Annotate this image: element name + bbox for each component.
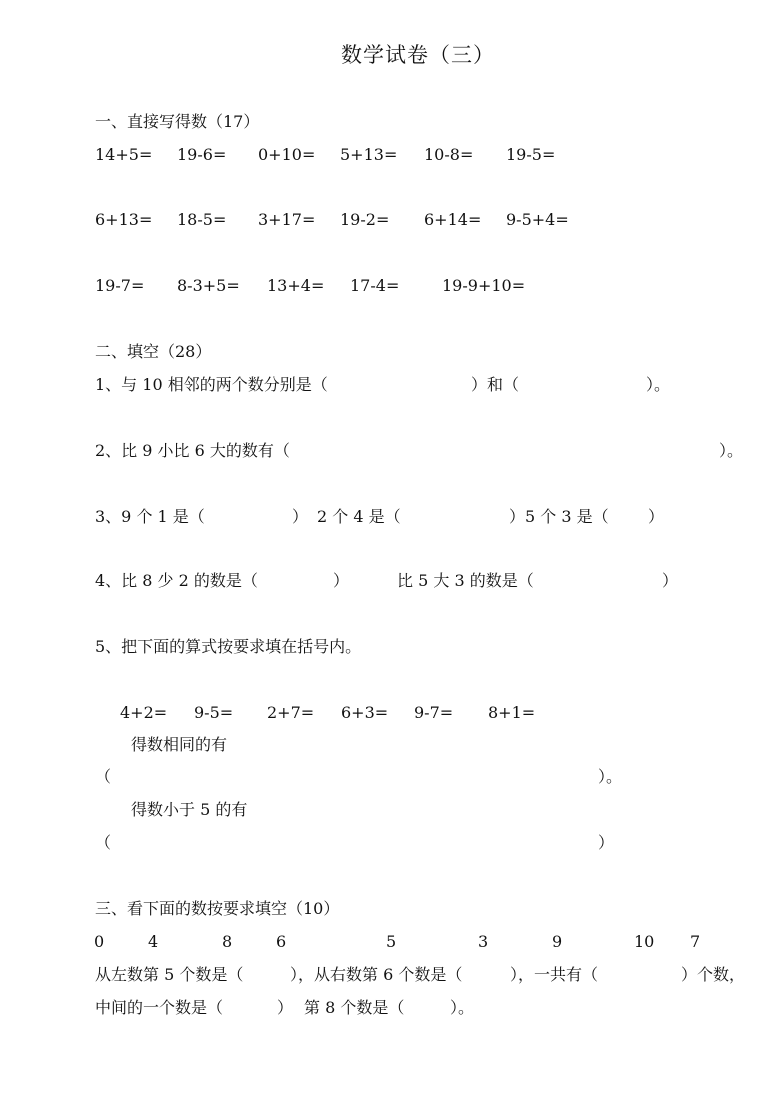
q5-expression: 2+7= xyxy=(267,703,315,722)
q5-same-close: ）。 xyxy=(598,767,623,786)
sequence-number: 0 xyxy=(94,932,105,951)
sequence-number: 10 xyxy=(634,932,655,951)
calc-item: 6+14= xyxy=(424,210,482,229)
sequence-number: 9 xyxy=(552,932,563,951)
calc-item: 0+10= xyxy=(258,145,316,164)
sequence-number: 3 xyxy=(478,932,489,951)
question-2-text: 2、比 9 小比 6 大的数有（ xyxy=(95,441,290,460)
section-3-heading: 三、看下面的数按要求填空（10） xyxy=(95,899,340,918)
question-3-part-2: 2 个 4 是（ xyxy=(317,507,401,526)
page-title: 数学试卷（三） xyxy=(341,43,495,67)
s3-line-2-part-2: ） xyxy=(277,998,294,1017)
sequence-number: 8 xyxy=(222,932,233,951)
calc-item: 19-9+10= xyxy=(442,276,526,295)
calc-item: 6+13= xyxy=(95,210,153,229)
calc-item: 19-7= xyxy=(95,276,145,295)
sequence-number: 5 xyxy=(386,932,397,951)
question-4-part-1: 4、比 8 少 2 的数是（ xyxy=(95,571,258,590)
sequence-number: 6 xyxy=(276,932,287,951)
calc-item: 10-8= xyxy=(424,145,474,164)
question-3-bracket-1: ） xyxy=(292,507,309,526)
s3-line-1-part-2: ），从右数第 6 个数是（ xyxy=(290,965,463,984)
calc-item: 19-5= xyxy=(506,145,556,164)
calc-item: 8-3+5= xyxy=(177,276,240,295)
question-3-part-1: 3、9 个 1 是（ xyxy=(95,507,205,526)
calc-item: 18-5= xyxy=(177,210,227,229)
question-3-bracket-3: ） xyxy=(648,507,665,526)
question-1-text: 1、与 10 相邻的两个数分别是（ xyxy=(95,375,328,394)
s3-line-1-part-3: ），一共有（ xyxy=(510,965,599,984)
q5-expression: 6+3= xyxy=(341,703,389,722)
calc-item: 3+17= xyxy=(258,210,316,229)
q5-less-open: （ xyxy=(95,833,112,852)
q5-expression: 9-7= xyxy=(414,703,454,722)
q5-expression: 8+1= xyxy=(488,703,536,722)
section-1-heading: 一、直接写得数（17） xyxy=(95,112,260,131)
s3-line-1-part-1: 从左数第 5 个数是（ xyxy=(95,965,244,984)
question-4-bracket-1: ） xyxy=(333,571,350,590)
question-4-part-2: 比 5 大 3 的数是（ xyxy=(397,571,534,590)
question-1-bracket: ）和（ xyxy=(471,375,520,394)
question-3-part-3: ）5 个 3 是（ xyxy=(509,507,609,526)
section-2-heading: 二、填空（28） xyxy=(95,342,212,361)
q5-expression: 9-5= xyxy=(194,703,234,722)
sequence-number: 7 xyxy=(690,932,701,951)
calc-item: 19-2= xyxy=(340,210,390,229)
calc-item: 17-4= xyxy=(350,276,400,295)
question-1-bracket-end: ）。 xyxy=(646,375,671,394)
question-5-prompt: 5、把下面的算式按要求填在括号内。 xyxy=(95,637,362,656)
calc-item: 13+4= xyxy=(267,276,325,295)
s3-line-2-part-1: 中间的一个数是（ xyxy=(95,998,224,1017)
calc-item: 14+5= xyxy=(95,145,153,164)
calc-item: 5+13= xyxy=(340,145,398,164)
sequence-number: 4 xyxy=(148,932,159,951)
q5-same-label: 得数相同的有 xyxy=(131,735,228,754)
q5-less-label: 得数小于 5 的有 xyxy=(131,800,248,819)
question-2-bracket-end: ）。 xyxy=(719,441,744,460)
s3-line-2-part-3: 第 8 个数是（ xyxy=(304,998,405,1017)
s3-line-1-part-4: ）个数， xyxy=(681,965,746,984)
q5-less-close: ） xyxy=(598,833,615,852)
q5-expression: 4+2= xyxy=(120,703,168,722)
question-4-bracket-2: ） xyxy=(662,571,679,590)
q5-same-open: （ xyxy=(95,767,112,786)
calc-item: 9-5+4= xyxy=(506,210,569,229)
calc-item: 19-6= xyxy=(177,145,227,164)
s3-line-2-part-4: ）。 xyxy=(450,998,475,1017)
